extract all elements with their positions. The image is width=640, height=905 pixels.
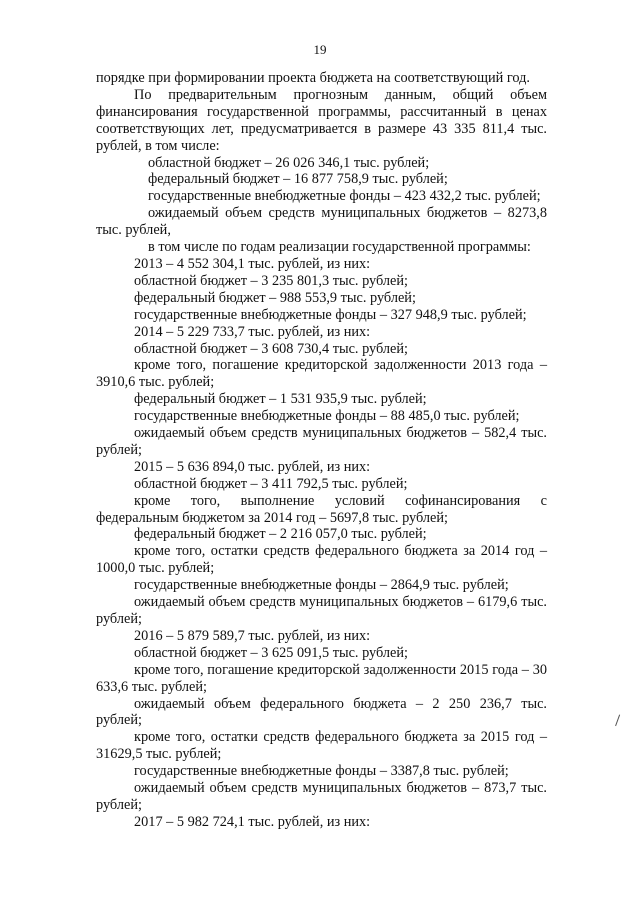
paragraph: кроме того, остатки средств федерального бюджета за 2015 год – 31629,5 тыс. рублей; bbox=[96, 729, 547, 763]
paragraph: 2015 – 5 636 894,0 тыс. рублей, из них: bbox=[134, 458, 371, 475]
paragraph: областной бюджет – 3 625 091,5 тыс. рублей; bbox=[134, 644, 409, 661]
paragraph: федеральный бюджет – 16 877 758,9 тыс. рублей; bbox=[148, 171, 448, 188]
paragraph: кроме того, остатки средств федерального бюджета за 2014 год – 1000,0 тыс. рублей; bbox=[96, 543, 547, 577]
paragraph: По предварительным прогнозным данным, общий объем финансирования государственной программы, рассчитанный в ценах соответствующих лет, предусматривается в размере 43 335 811,4 тыс. рублей, в том числе: bbox=[96, 86, 547, 154]
paragraph: федеральный бюджет – 1 531 935,9 тыс. рублей; bbox=[134, 391, 427, 408]
paragraph: областной бюджет – 26 026 346,1 тыс. рублей; bbox=[148, 154, 430, 171]
paragraph: ожидаемый объем средств муниципальных бюджетов – 6179,6 тыс. рублей; bbox=[96, 594, 547, 627]
paragraph: областной бюджет – 3 411 792,5 тыс. рублей; bbox=[134, 475, 408, 492]
paragraph: ожидаемый объем федерального бюджета – 2 250 236,7 тыс. рублей; bbox=[96, 695, 547, 729]
page-number: 19 bbox=[313, 42, 327, 57]
paragraph: государственные внебюджетные фонды – 327 948,9 тыс. рублей; bbox=[134, 306, 527, 323]
paragraph: областной бюджет – 3 235 801,3 тыс. рублей; bbox=[134, 272, 409, 289]
paragraph: государственные внебюджетные фонды – 88 485,0 тыс. рублей; bbox=[134, 408, 520, 425]
paragraph: ожидаемый объем средств муниципальных бюджетов – 8273,8 тыс. рублей, bbox=[96, 205, 547, 239]
document-body bbox=[96, 70, 547, 831]
paragraph: ожидаемый объем средств муниципальных бюджетов – 873,7 тыс. рублей; bbox=[96, 780, 547, 813]
paragraph: государственные внебюджетные фонды – 2864,9 тыс. рублей; bbox=[134, 577, 509, 594]
paragraph: порядке при формировании проекта бюджета на соответствующий год. bbox=[96, 70, 530, 86]
margin-pen-mark bbox=[615, 715, 624, 728]
paragraph: государственные внебюджетные фонды – 3387,8 тыс. рублей; bbox=[134, 763, 509, 780]
paragraph: ожидаемый объем средств муниципальных бюджетов – 582,4 тыс. рублей; bbox=[96, 425, 547, 458]
paragraph: кроме того, погашение кредиторской задолженности 2013 года – 3910,6 тыс. рублей; bbox=[96, 357, 547, 391]
paragraph: федеральный бюджет – 988 553,9 тыс. рублей; bbox=[134, 289, 416, 306]
paragraph: 2013 – 4 552 304,1 тыс. рублей, из них: bbox=[134, 255, 371, 272]
paragraph: кроме того, погашение кредиторской задолженности 2015 года – 30 633,6 тыс. рублей; bbox=[96, 661, 547, 695]
paragraph: 2014 – 5 229 733,7 тыс. рублей, из них: bbox=[134, 323, 371, 340]
paragraph: федеральный бюджет – 2 216 057,0 тыс. рублей; bbox=[134, 526, 427, 543]
paragraph: государственные внебюджетные фонды – 423 432,2 тыс. рублей; bbox=[148, 188, 541, 205]
paragraph: кроме того, выполнение условий софинансирования с федеральным бюджетом за 2014 год – 5697,8 тыс. рублей; bbox=[96, 492, 547, 526]
paragraph: 2016 – 5 879 589,7 тыс. рублей, из них: bbox=[134, 627, 371, 644]
paragraph: в том числе по годам реализации государственной программы: bbox=[148, 239, 531, 256]
paragraph: областной бюджет – 3 608 730,4 тыс. рублей; bbox=[134, 340, 409, 357]
paragraph: 2017 – 5 982 724,1 тыс. рублей, из них: bbox=[134, 813, 371, 830]
